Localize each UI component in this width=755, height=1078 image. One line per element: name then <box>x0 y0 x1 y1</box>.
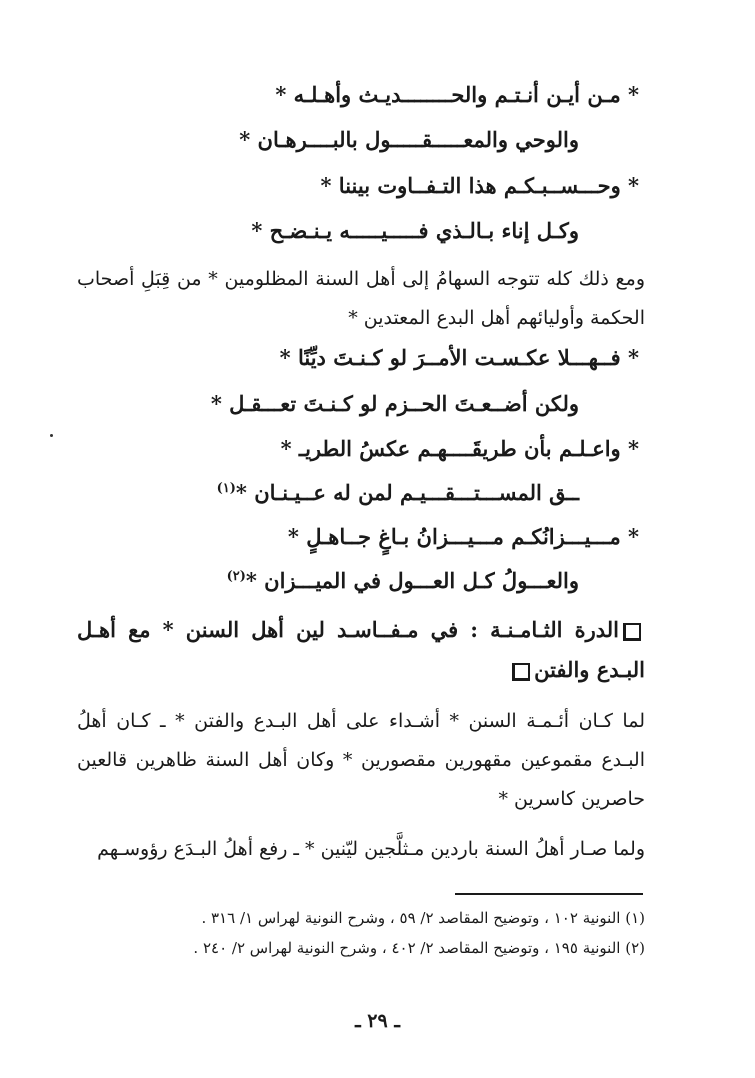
footnote: (١) النونية ١٠٢ ، وتوضيح المقاصد ٢/ ٥٩ ، وشرح النونية لهراس ١/ ٣١٦ . <box>201 909 645 927</box>
page-number: ـ ٢٩ ـ <box>355 1010 400 1032</box>
paragraph: لما كـان أئـمـة السنن * أشـداء على أهل البـدع والفتن * ـ كـان أهلُ البـدع مقموعين مقهورين مقصورين * وكان أهل السنة ظاهرين قالعين حاصرين كاسرين * <box>77 710 645 810</box>
verse-text: والعـــولُ كـل العـــول في الميـــزان * <box>245 568 579 593</box>
poem-verse: والوحي والمعـــــقـــــول بالبــــرهـان * <box>239 127 579 152</box>
footnote-separator <box>455 893 643 895</box>
heading-bracket-icon <box>623 623 641 641</box>
poem-verse: * واعـلـم بأن طريقَــــهـم عكسُ الطريـ * <box>280 436 639 461</box>
footnote-reference: (٢) <box>226 569 246 584</box>
heading-bracket-icon <box>512 663 530 681</box>
footnote-reference: (١) <box>216 481 236 496</box>
section-heading-text: الدرة الثـامـنـة : في مـفــاسـد لين أهل السنن * مع أهـل البـدع والفتن <box>77 617 645 682</box>
scan-speck <box>50 434 53 437</box>
poem-verse-with-footnote <box>227 566 579 596</box>
poem-verse-with-footnote <box>217 478 579 508</box>
poem-verse: * وحـــســبـكـم هذا التـفــاوت بيننا * <box>320 173 639 198</box>
paragraph: ولما صـار أهلُ السنة باردين مـثلَّجين ليّنين * ـ رفع أهلُ البـدَع رؤوسـهم <box>97 838 645 860</box>
verse-text: ــق المســـتـــقـــيـم لمن له عــيـنـان * <box>235 480 579 505</box>
poem-verse: وكـل إناء بـالـذي فـــــيـــــه يـنـضـح * <box>251 218 579 243</box>
footnote: (٢) النونية ١٩٥ ، وتوضيح المقاصد ٢/ ٤٠٢ ، وشرح النونية لهراس ٢/ ٢٤٠ . <box>193 939 645 957</box>
poem-verse: ولكن أضــعـتَ الحــزم لو كـنـتَ تعـــقـل * <box>210 391 579 416</box>
poem-verse: * مـــيـــزانُكـم مـــيـــزانُ بـاغٍ جــاهـلٍ * <box>287 524 639 549</box>
paragraph: ومع ذلك كله تتوجه السهامُ إلى أهل السنة المظلومين * من قِبَلِ أصحاب الحكمة وأوليائهم أهل البدع المعتدين * <box>77 268 645 329</box>
section-heading <box>77 610 645 690</box>
poem-verse: * مـن أيـن أنـتـم والحــــــــديـث وأهـلـه * <box>275 82 639 107</box>
poem-verse: * فــهـــلا عكـسـت الأمــرَ لو كـنـتَ ديِّنًا * <box>279 345 639 370</box>
